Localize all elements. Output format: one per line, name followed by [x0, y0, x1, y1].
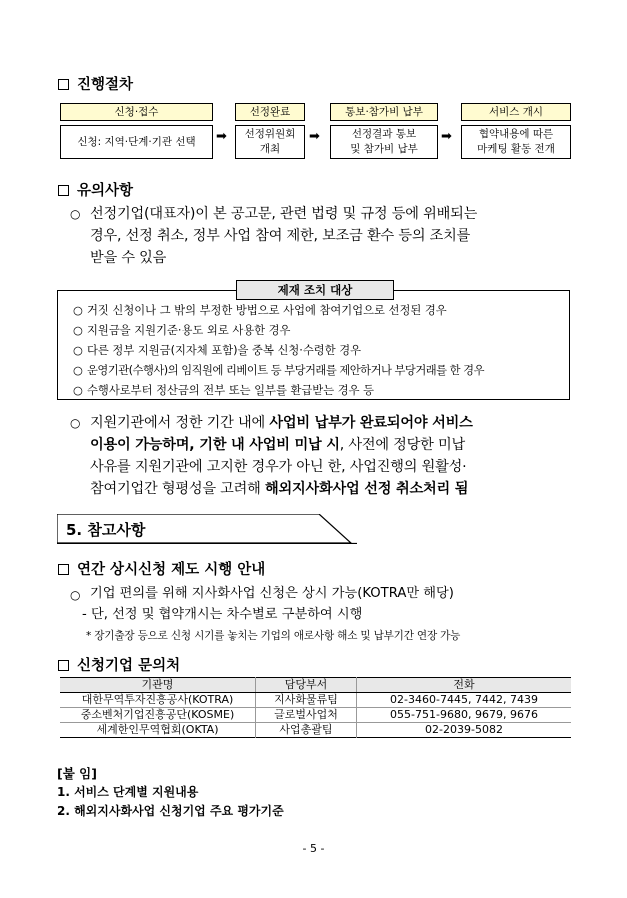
bullet-circle-icon: ○ [73, 324, 83, 337]
flow-step-desc: 선정위원회 [244, 128, 296, 140]
list-item: 2. 해외지사화사업 신청기업 주요 평가기준 [57, 804, 284, 818]
table-row: 중소벤처기업진흥공단(KOSME) 글로벌사업처 055-751-9680, 9679, 9676 [60, 708, 571, 723]
notes-paragraph-1: 선정기업(대표자)이 본 공고문, 관련 법령 및 규정 등에 위배되는 경우, 선정 취소, 정부 사업 참여 제한, 보조금 환수 등의 조치를 받을 수 있음 [90, 206, 478, 266]
table-row: 세계한인무역협회(OKTA) 사업총괄팀 02-2039-5082 [96, 723, 503, 736]
flow-step-title: 서비스 개시 [461, 103, 571, 121]
checkbox-square-icon [58, 185, 69, 196]
list-item: ○ 다른 정부 지원금(지자체 포함)을 중복 신청·수령한 경우 [73, 341, 568, 361]
flow-step-3 [330, 103, 438, 159]
flow-step-desc: 협약내용에 따른 [478, 128, 554, 140]
process-heading: 진행절차 [58, 73, 133, 94]
annual-note: * 장기출장 등으로 신청 시기를 놓치는 기업의 애로사항 해소 및 납부기간 연장 가능 [86, 630, 461, 642]
bullet-circle-icon: ○ [73, 364, 83, 377]
flow-arrow-icon: ➡ [309, 129, 320, 144]
flow-step-desc: 및 참가비 납부 [350, 143, 418, 155]
bullet-circle-icon: ○ [73, 304, 83, 317]
flow-step-title: 선정완료 [235, 103, 305, 121]
flow-step-desc: 마케팅 활동 전개 [477, 143, 555, 155]
annual-line-1: 기업 편의를 위해 지사화사업 신청은 상시 가능(KOTRA만 해당) [90, 586, 454, 601]
flow-step-title: 통보·참가비 납부 [330, 103, 438, 121]
sanction-list [73, 301, 568, 401]
table-header-row: 기관명 담당부서 전화 [60, 678, 571, 693]
flow-step-4 [461, 103, 571, 159]
bullet-circle-icon: ○ [73, 384, 83, 397]
appendix-title: [붙 임] [57, 766, 97, 781]
flow-step-1 [60, 103, 213, 159]
bullet-circle-icon: ○ [70, 588, 81, 602]
flow-step-desc: 신청: 지역·단계·기관 선택 [77, 135, 196, 148]
flow-step-desc: 선정결과 통보 [351, 128, 417, 140]
checkbox-square-icon [58, 79, 69, 90]
sanction-title: 제재 조치 대상 [236, 280, 394, 300]
checkbox-square-icon [58, 660, 69, 671]
flow-arrow-icon: ➡ [441, 129, 452, 144]
flow-arrow-icon: ➡ [216, 129, 227, 144]
table-row: 대한무역투자진흥공사(KOTRA) 지사화물류팀 02-3460-7445, 7442, 7439 [60, 693, 571, 708]
list-item: ○ 지원금을 지원기준·용도 외로 사용한 경우 [73, 321, 568, 341]
contact-table [60, 677, 571, 738]
list-item: ○ 운영기관(수행사)의 임직원에 리베이트 등 부당거래를 제안하거나 부당거래를 한 경우 [73, 361, 568, 381]
appendix-list [57, 783, 284, 821]
flow-step-desc: 개최 [259, 143, 281, 155]
page-number: - 5 - [302, 842, 325, 855]
notes-paragraph-2: 지원기관에서 정한 기간 내에 사업비 납부가 완료되어야 서비스 이용이 가능하며, 기한 내 사업비 미납 시, 사전에 정당한 미납 사유를 지원기관에 고지한 경우가 아닌 한, 사업진행의 원활성· 참여기업간 형평성을 고려해 해외지사화사업 선정 취소처리 됨 [90, 415, 473, 497]
bullet-circle-icon: ○ [73, 344, 83, 357]
contact-heading: 신청기업 문의처 [58, 654, 180, 675]
section-title: 5. 참고사항 [66, 521, 146, 539]
list-item: 1. 서비스 단계별 지원내용 [57, 785, 199, 799]
annual-line-2: - 단, 선정 및 협약개시는 차수별로 구분하여 시행 [82, 607, 363, 622]
flow-step-title: 신청·접수 [60, 103, 213, 121]
annual-heading: 연간 상시신청 제도 시행 안내 [58, 558, 265, 579]
flow-step-2 [235, 103, 305, 159]
list-item: ○ 거짓 신청이나 그 밖의 부정한 방법으로 사업에 참여기업으로 선정된 경우 [73, 301, 568, 321]
list-item: ○ 수행사로부터 정산금의 전부 또는 일부를 환급받는 경우 등 [73, 381, 568, 401]
bullet-circle-icon: ○ [70, 207, 81, 221]
bullet-circle-icon: ○ [70, 416, 81, 430]
checkbox-square-icon [58, 564, 69, 575]
notes-heading: 유의사항 [58, 179, 133, 200]
